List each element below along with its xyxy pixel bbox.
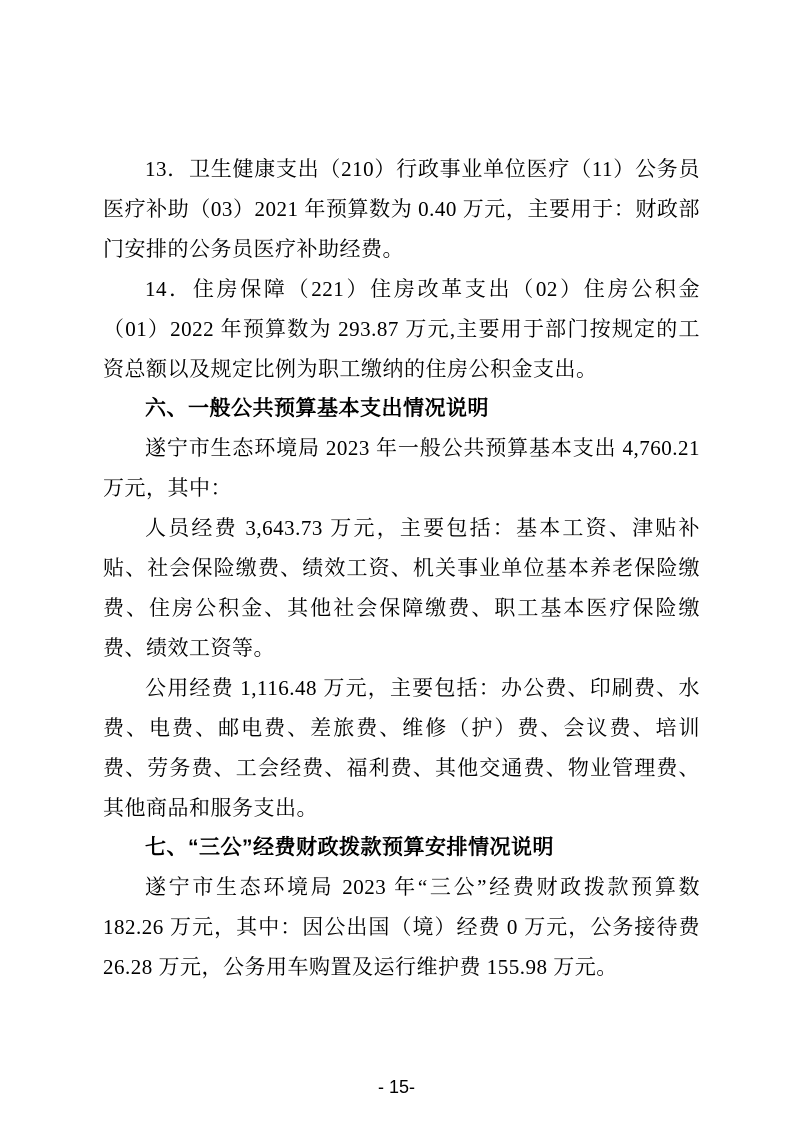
section-heading-six-basic-expenditure: 六、一般公共预算基本支出情况说明 (145, 397, 489, 421)
paragraph-personnel-funds: 人员经费 3,643.73 万元，主要包括：基本工资、津贴补贴、社会保险缴费、绩效工资、机关事业单位基本养老保险缴费、住房公积金、其他社会保障缴费、职工基本医疗保险缴费、绩效工资等。 (103, 516, 700, 660)
paragraph-three-public-funds-budget: 遂宁市生态环境局 2023 年“三公”经费财政拨款预算数 182.26 万元，其中：因公出国（境）经费 0 万元，公务接待费 26.28 万元，公务用车购置及运行维护费 155.98 万元。 (103, 875, 700, 980)
paragraph-basic-expenditure-total: 遂宁市生态环境局 2023 年一般公共预算基本支出 4,760.21 万元，其中： (103, 436, 700, 501)
paragraph-housing-security-14: 14．住房保障（221）住房改革支出（02）住房公积金（01）2022 年预算数为 293.87 万元,主要用于部门按规定的工资总额以及规定比例为职工缴纳的住房公积金支出。 (103, 276, 700, 381)
section-heading-seven-three-public-funds: 七、“三公”经费财政拨款预算安排情况说明 (145, 836, 554, 860)
paragraph-public-operating-funds: 公用经费 1,116.48 万元，主要包括：办公费、印刷费、水费、电费、邮电费、差旅费、维修（护）费、会议费、培训费、劳务费、工会经费、福利费、其他交通费、物业管理费、其他商品和服务支出。 (103, 675, 700, 820)
paragraph-health-expenditure-13: 13．卫生健康支出（210）行政事业单位医疗（11）公务员医疗补助（03）2021 年预算数为 0.40 万元，主要用于：财政部门安排的公务员医疗补助经费。 (103, 157, 700, 261)
page-number: - 15- (377, 1077, 415, 1097)
document-body (103, 150, 700, 988)
